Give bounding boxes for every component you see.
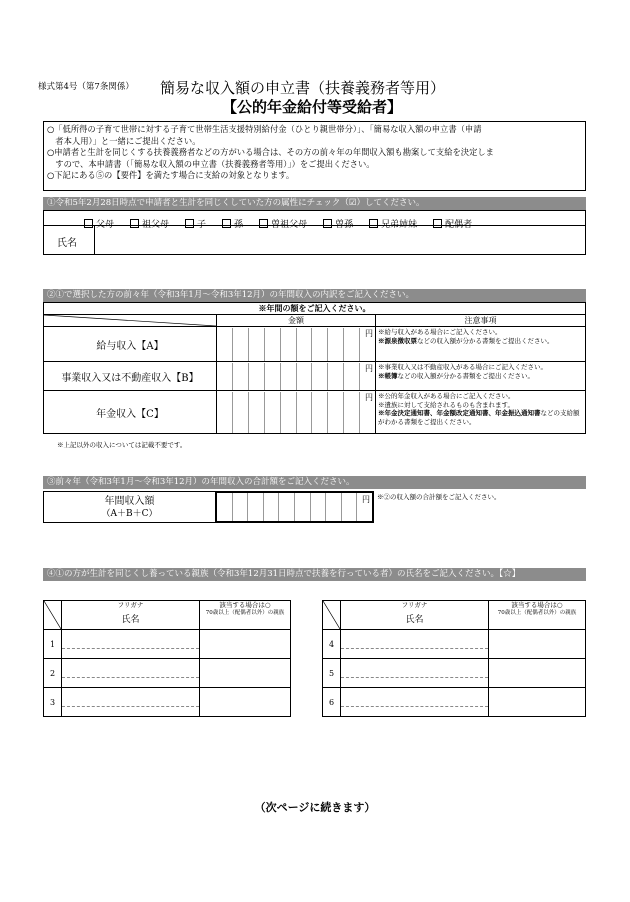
dependents-table-left: [43, 600, 291, 717]
furigana-label: フリガナ: [117, 601, 144, 609]
table-row: [44, 391, 586, 434]
total-amount-input[interactable]: [215, 491, 374, 523]
page-title: 簡易な収入額の申立書（扶養義務者等用）: [160, 79, 446, 97]
row-label-salary: 給与収入【A】: [44, 327, 217, 362]
section2-footnote: ※上記以外の収入については記載不要です。: [57, 441, 187, 449]
row-number: 4: [323, 630, 341, 659]
note-text: ※事業収入又は不動産収入がある場合にご記入ください。: [378, 363, 547, 371]
table-row: [323, 659, 586, 688]
notice-line: ○申請者と生計を同じくする扶養義務者などの方がいる場合は、その方の前々年の年間収入額も勘案して支給を決定しま: [47, 147, 494, 157]
dependent-name-input[interactable]: [341, 630, 489, 659]
applicable-input[interactable]: [200, 630, 291, 659]
table-subheader: ※年間の額をご記入ください。: [44, 303, 586, 315]
yen-label: 円: [362, 495, 370, 504]
page-subtitle: 【公的年金給付等受給者】: [222, 98, 403, 116]
table-row: [323, 630, 586, 659]
notes-column-header: 注意事項: [376, 315, 586, 327]
name-label: 氏名: [405, 614, 424, 625]
table-row: [44, 630, 291, 659]
applicable-input[interactable]: [200, 688, 291, 717]
row-label-business: 事業収入又は不動産収入【B】: [44, 362, 217, 391]
note-text: ※源泉徴収票などの収入額が分かる書類をご提出ください。: [378, 336, 554, 345]
applicable-input[interactable]: [489, 688, 586, 717]
row-label-pension: 年金収入【C】: [44, 391, 217, 434]
table-row: [44, 362, 586, 391]
row-number: 6: [323, 688, 341, 717]
furigana-label: フリガナ: [401, 601, 428, 609]
salary-notes: [376, 327, 586, 362]
dependent-name-input[interactable]: [341, 659, 489, 688]
notice-line: 者本人用）」と一緒にご提出ください。: [47, 135, 201, 146]
section1-box: [43, 210, 586, 255]
note-text: ※遺族に対して支給されるものも含まれます。: [378, 400, 514, 409]
total-label-formula: （A＋B＋C）: [101, 509, 158, 519]
form-number: 様式第4号（第7条関係）: [38, 82, 134, 92]
name-label: 氏名: [121, 614, 140, 625]
applicable-sub: 70歳以上（配偶者以外）の親族: [205, 609, 285, 616]
applicable-sub: 70歳以上（配偶者以外）の親族: [497, 609, 577, 616]
option-siblings[interactable]: 兄弟姉妹: [369, 217, 417, 230]
section2-header: ②①で選択した方の前々年（令和3年1月～令和3年12月）の年間収入の内訳をご記入ください。: [43, 289, 586, 302]
notice-line: ○「低所得の子育て世帯に対する子育て世帯生活支援特別給付金（ひとり親世帯分）」、「簡易な収入額の申立書（申請: [47, 124, 482, 134]
pension-notes: [376, 391, 586, 434]
option-father-mother[interactable]: 父母: [84, 217, 114, 230]
row-number: 3: [44, 688, 62, 717]
total-label: 年間収入額: [104, 496, 155, 507]
total-label-box: [43, 491, 216, 523]
name-label: 氏名: [57, 238, 77, 249]
section3-header: ③前々年（令和3年1月～令和3年12月）の年間収入の合計額をご記入ください。: [43, 476, 586, 489]
applicable-head: 該当する場合は○: [511, 601, 563, 609]
applicable-input[interactable]: [489, 659, 586, 688]
row-number: 5: [323, 659, 341, 688]
yen-label: 円: [365, 364, 373, 373]
note-text: ※年金決定通知書、年金額改定通知書、年金振込通知書などの支給額がわかる書類をご提出ください。: [378, 409, 580, 426]
note-text: ※帳簿などの収入額が分かる書類をご提出ください。: [378, 371, 534, 380]
section4-header: ④①の方が生計を同じくし養っている親族（令和3年12月31日時点で扶養を行っている者）の氏名をご記入ください。【☆】: [43, 568, 586, 581]
name-header: [341, 601, 489, 630]
dependent-name-input[interactable]: [341, 688, 489, 717]
row-number: 1: [44, 630, 62, 659]
business-notes: [376, 362, 586, 391]
table-row: [44, 659, 291, 688]
diagonal-cell: [44, 601, 62, 630]
diagonal-cell: [323, 601, 341, 630]
diagonal-cell: [44, 315, 217, 327]
table-row: [323, 688, 586, 717]
name-input[interactable]: [95, 226, 584, 255]
applicable-header: [200, 601, 291, 630]
income-table: [43, 302, 586, 434]
table-row: [44, 327, 586, 362]
dependent-name-input[interactable]: [62, 688, 200, 717]
row-number: 2: [44, 659, 62, 688]
dependent-name-input[interactable]: [62, 630, 200, 659]
amount-column-header: 金額: [217, 315, 376, 327]
checkbox-icon[interactable]: [84, 219, 93, 228]
notice-line: ○下記にある⑤の【要件】を満たす場合に支給の対象となります。: [47, 170, 295, 180]
yen-label: 円: [365, 393, 373, 402]
amount-input-business[interactable]: [217, 362, 376, 391]
applicable-header: [489, 601, 586, 630]
option-grandparents[interactable]: 祖父母: [130, 217, 169, 230]
total-note: ※②の収入額の合計額をご記入ください。: [377, 493, 501, 501]
dependents-table-right: [322, 600, 586, 717]
applicable-input[interactable]: [489, 630, 586, 659]
option-child[interactable]: 子: [185, 217, 206, 230]
name-header: [62, 601, 200, 630]
applicable-input[interactable]: [200, 659, 291, 688]
section1-header: ①令和5年2月28日時点で申請者と生計を同じくしていた方の属性にチェック（☑）してください。: [43, 197, 586, 210]
notice-box: [43, 121, 586, 191]
notice-line: すので、本申請書（「簡易な収入額の申立書（扶養義務者等用）」）をご提出ください。: [47, 158, 375, 169]
note-text: ※公的年金収入がある場合にご記入ください。: [378, 392, 515, 400]
amount-input-pension[interactable]: [217, 391, 376, 434]
applicable-head: 該当する場合は○: [219, 601, 271, 609]
option-great-grandparents[interactable]: 曽祖父母: [259, 217, 307, 230]
option-great-grandchild[interactable]: 曽孫: [323, 217, 353, 230]
amount-input-salary[interactable]: [217, 327, 376, 362]
table-row: [44, 688, 291, 717]
yen-label: 円: [365, 329, 373, 338]
note-text: ※給与収入がある場合にご記入ください。: [378, 328, 502, 336]
option-spouse[interactable]: 配偶者: [433, 217, 472, 230]
continue-note: （次ページに続きます）: [254, 801, 376, 814]
option-grandchild[interactable]: 孫: [222, 217, 243, 230]
dependent-name-input[interactable]: [62, 659, 200, 688]
